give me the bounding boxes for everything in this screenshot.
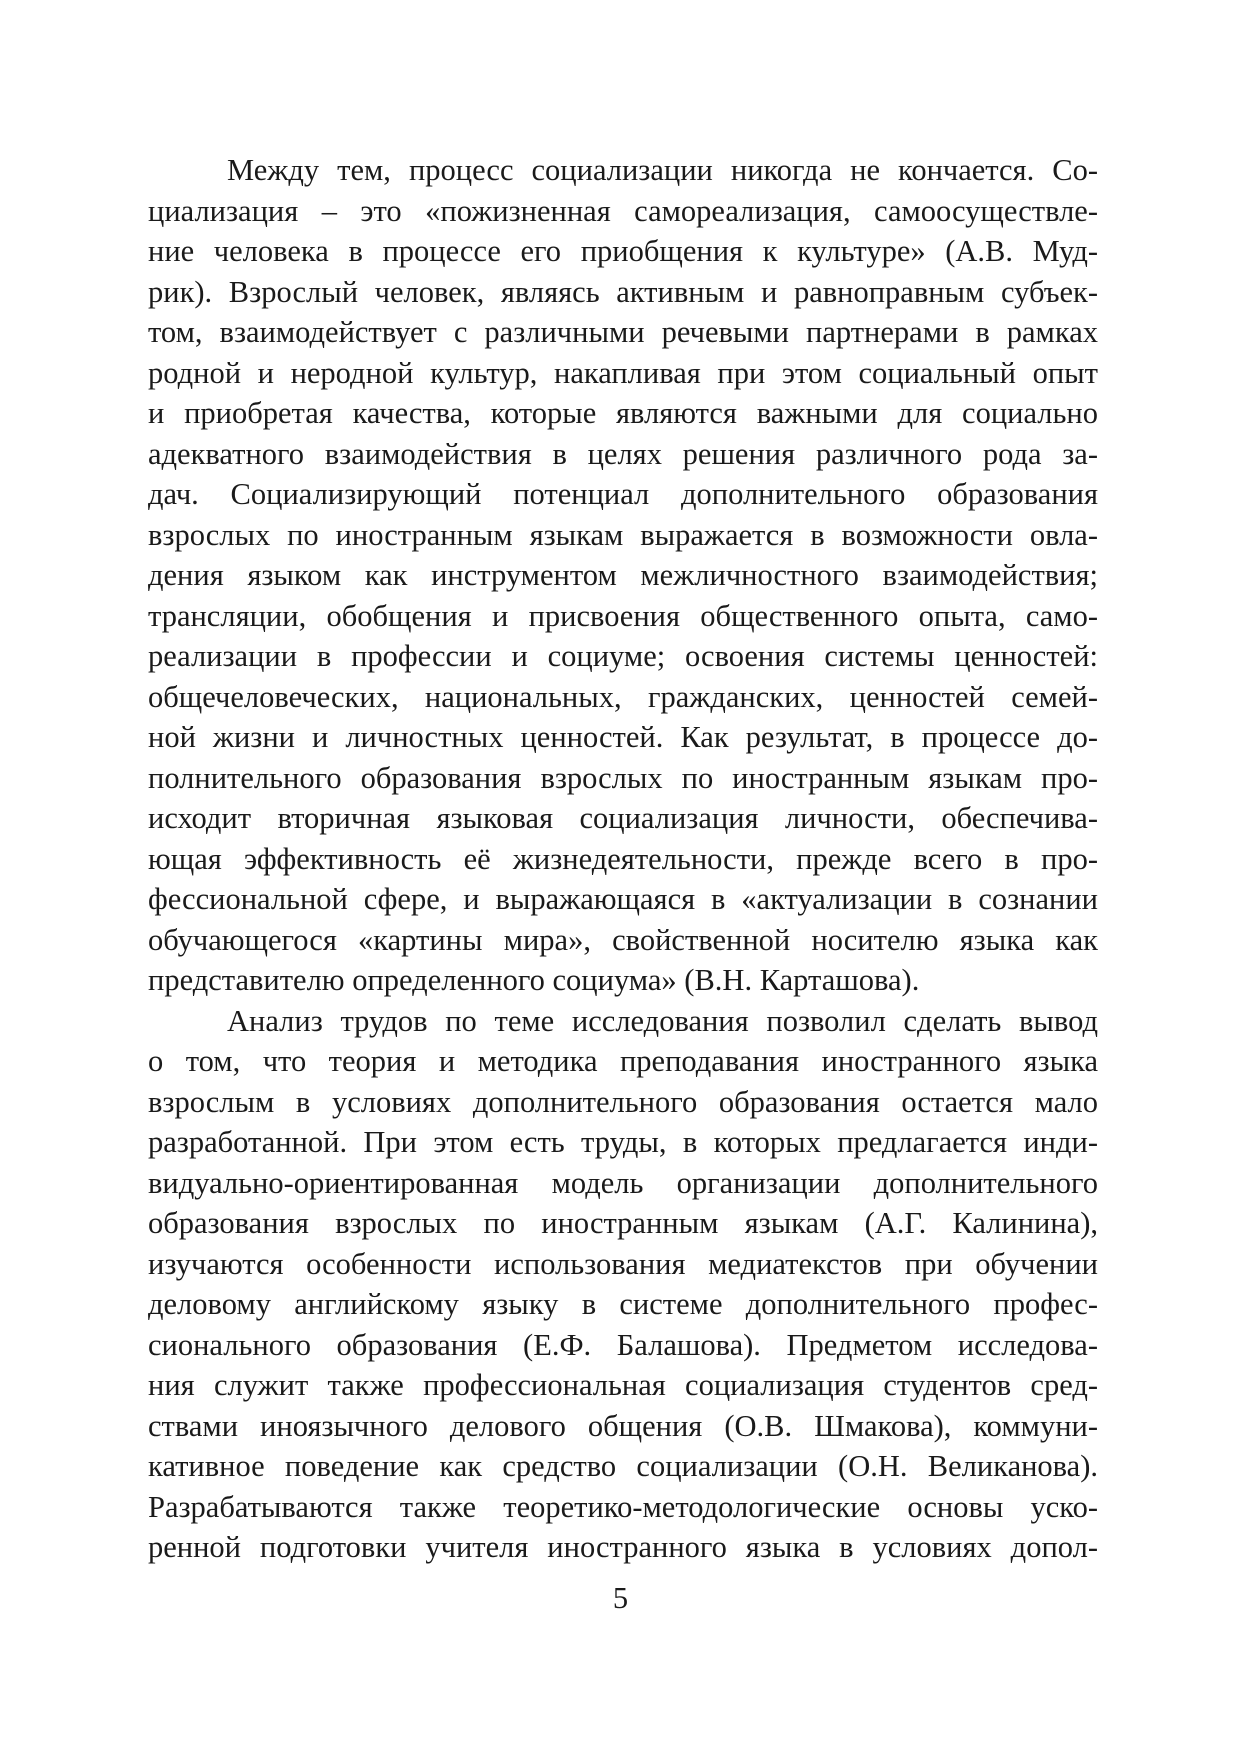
text-line: разработанной. При этом есть труды, в которых предлагается инди-	[148, 1125, 1098, 1159]
text-line: ренной подготовки учителя иностранного языка в условиях допол-	[148, 1530, 1098, 1564]
text-line: родной и неродной культур, накапливая при этом социальный опыт	[148, 355, 1098, 390]
text-line: трансляции, обобщения и присвоения общественного опыта, само-	[148, 598, 1098, 633]
text-line: изучаются особенности использования медиатекстов при обучении	[148, 1246, 1098, 1281]
text-line: циализация – это «пожизненная самореализация, самоосуществле-	[148, 193, 1098, 228]
text-line: обучающегося «картины мира», свойственной носителю языка как	[148, 922, 1098, 957]
text-line: адекватного взаимодействия в целях решения различного рода за-	[148, 436, 1098, 471]
text-line: и приобретая качества, которые являются важными для социально	[148, 396, 1098, 430]
text-line: деловому английскому языку в системе дополнительного профес-	[148, 1287, 1098, 1321]
text-line: взрослым в условиях дополнительного образования остается мало	[148, 1084, 1098, 1119]
text-line: дач. Социализирующий потенциал дополнительного образования	[148, 477, 1098, 511]
text-line: ствами иноязычного делового общения (О.В. Шмакова), коммуни-	[148, 1408, 1098, 1443]
text-line: взрослых по иностранным языкам выражается в возможности овла-	[148, 517, 1098, 552]
text-line: о том, что теория и методика преподавания иностранного языка	[148, 1044, 1098, 1078]
paragraph-1	[148, 150, 1098, 1001]
text-line: том, взаимодействует с различными речевыми партнерами в рамках	[148, 315, 1098, 349]
text-line: фессиональной сфере, и выражающаяся в «актуализации в сознании	[148, 882, 1098, 916]
text-line: представителю определенного социума» (В.Н. Карташова).	[148, 963, 920, 997]
text-line: дения языком как инструментом межличностного взаимодействия;	[148, 558, 1098, 592]
text-line: Анализ трудов по теме исследования позволил сделать вывод	[227, 1003, 1098, 1038]
text-line: исходит вторичная языковая социализация личности, обеспечива-	[148, 801, 1098, 835]
text-line: Между тем, процесс социализации никогда не кончается. Со-	[227, 153, 1098, 187]
text-line: видуально-ориентированная модель организации дополнительного	[148, 1165, 1098, 1200]
page-number: 5	[612, 1581, 629, 1615]
text-line: ной жизни и личностных ценностей. Как результат, в процессе до-	[148, 720, 1098, 754]
paragraph-2	[148, 1001, 1098, 1568]
text-line: Разрабатываются также теоретико-методологические основы уско-	[148, 1489, 1098, 1524]
text-line: ющая эффективность её жизнедеятельности, прежде всего в про-	[148, 841, 1098, 876]
text-line: кативное поведение как средство социализации (О.Н. Великанова).	[148, 1449, 1098, 1483]
text-line: сионального образования (Е.Ф. Балашова). Предметом исследова-	[148, 1327, 1098, 1362]
text-line: реализации в профессии и социуме; освоения системы ценностей:	[148, 639, 1098, 673]
text-line: полнительного образования взрослых по иностранным языкам про-	[148, 760, 1098, 795]
body-text	[148, 150, 1098, 1568]
text-line: рик). Взрослый человек, являясь активным и равноправным субъек-	[148, 274, 1098, 309]
text-line: ния служит также профессиональная социализация студентов сред-	[148, 1368, 1098, 1402]
text-line: ние человека в процессе его приобщения к культуре» (А.В. Муд-	[148, 234, 1098, 268]
text-line: образования взрослых по иностранным языкам (А.Г. Калинина),	[148, 1206, 1098, 1240]
text-line: общечеловеческих, национальных, гражданских, ценностей семей-	[148, 679, 1098, 714]
